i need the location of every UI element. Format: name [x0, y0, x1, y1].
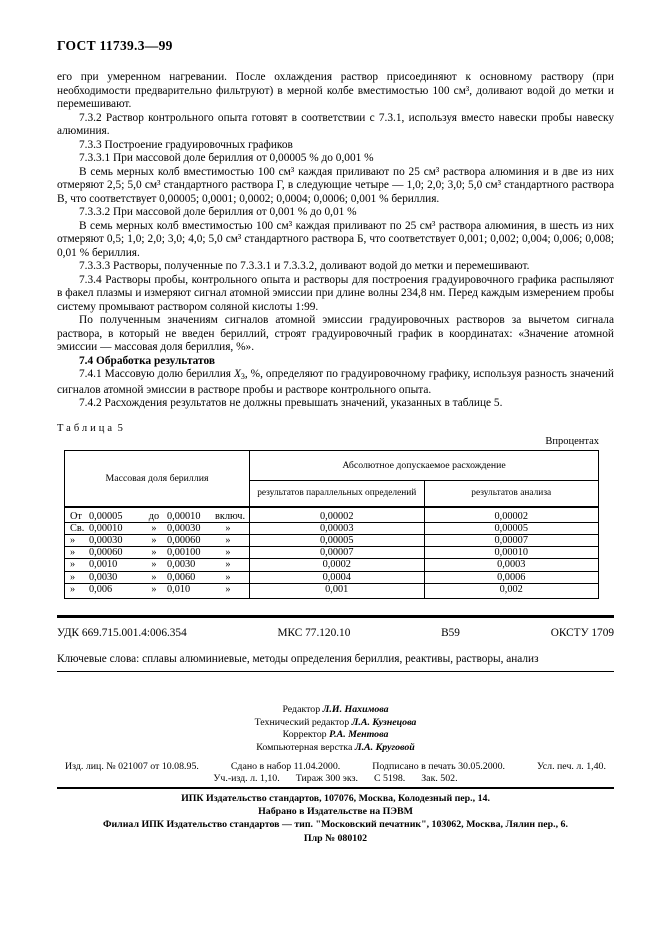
para-7-3-3: 7.3.3 Построение градуировочных графиков: [79, 138, 293, 151]
table-row: [65, 547, 599, 559]
units-note: Впроцентах: [545, 435, 599, 447]
col-header-mass-fraction: Массовая доля бериллия: [65, 450, 250, 507]
print-info-line-1: [57, 761, 614, 772]
range-from: 0,00030: [89, 534, 123, 546]
publisher-sheets: Уч.-изд. л. 1,10.: [213, 773, 280, 785]
udk-code: УДК 669.715.001.4:006.354: [57, 626, 187, 639]
range-separator: »: [151, 571, 157, 583]
mass-fraction-range: [65, 534, 250, 546]
range-prefix: »: [70, 534, 76, 546]
doc-number: ГОСТ 11739.3—99: [57, 38, 173, 53]
body-text: [57, 71, 614, 411]
analysis-value: 0,00007: [424, 534, 599, 546]
para-continuation: его при умеренном нагревании. После охлаждения раствор присоединяют к основному раствору (при необходимости предварительно фильтруют) в мерной колбе вместимостью 100 см³, доливают водой до метки и перемешивают.: [57, 71, 614, 110]
para-7-4-1: [57, 368, 614, 397]
range-from: 0,0030: [89, 571, 118, 583]
col-group-header-discrepancy: Абсолютное допускаемое расхождение: [250, 450, 599, 480]
mass-fraction-range: [65, 583, 250, 598]
parallel-value: 0,0002: [250, 559, 425, 571]
range-prefix: »: [70, 559, 76, 571]
range-to: 0,00060: [167, 534, 201, 546]
para-7-3-3-3: 7.3.3.3 Растворы, полученные по 7.3.3.1 и 7.3.3.2, доливают водой до метки и перемешивают.: [79, 260, 530, 272]
para-7-3-4: 7.3.4 Растворы пробы, контрольного опыта и растворы для построения градуировочного графика распыляют в факел плазмы и измеряют сигнал атомной эмиссии при длине волны 234,8 нм. Перед каждым измерением пробы систему промывают раствором соляной кислоты 1:99.: [57, 273, 614, 313]
staff-line-layout: [57, 742, 614, 755]
staff-name: Л.А. Круговой: [354, 741, 415, 753]
staff-name: Р.А. Ментова: [329, 729, 389, 741]
range-prefix: »: [70, 547, 76, 559]
table-body: [65, 507, 599, 599]
parallel-value: 0,00005: [250, 534, 425, 546]
range-to: 0,00100: [167, 547, 201, 559]
group-code: В59: [441, 626, 460, 639]
c-number: С 5198.: [373, 773, 406, 785]
table-row: [65, 583, 599, 598]
range-to: 0,0060: [167, 571, 196, 583]
range-from: 0,006: [89, 583, 113, 595]
parallel-value: 0,00002: [250, 507, 425, 523]
staff-name: Л.А. Кузнецова: [351, 716, 417, 728]
range-suffix: »: [225, 547, 231, 559]
analysis-value: 0,002: [424, 583, 599, 598]
print-sheets: Усл. печ. л. 1,40.: [536, 761, 606, 773]
publisher-address-block: [57, 793, 614, 845]
mass-fraction-range: [65, 547, 250, 559]
staff-line-tech-editor: [57, 717, 614, 730]
range-separator: »: [151, 522, 157, 534]
analysis-value: 0,0006: [424, 571, 599, 583]
staff-line-corrector: [57, 729, 614, 742]
heading-7-4: 7.4 Обработка результатов: [79, 354, 215, 367]
range-prefix: Св.: [70, 522, 85, 534]
analysis-value: 0,0003: [424, 559, 599, 571]
para-graph-note: По полученным значениям сигналов атомной эмиссии градуировочных растворов за вычетом сигнала раствора, в который не введен бериллий, строят градуировочный график в координатах: «Значение атомной эмиссии — массовая доля бериллия, %».: [57, 314, 614, 353]
range-suffix: включ.: [215, 510, 246, 522]
analysis-value: 0,00002: [424, 507, 599, 523]
order-number: Зак. 502.: [421, 773, 458, 785]
col-subheader-analysis: результатов анализа: [424, 480, 599, 507]
range-suffix: »: [225, 534, 231, 546]
range-suffix: »: [225, 583, 231, 595]
plr-number: Плр № 080102: [303, 832, 368, 844]
circulation: Тираж 300 экз.: [295, 773, 358, 785]
para-7-4-1-pre: 7.4.1 Массовую долю бериллия: [79, 368, 234, 380]
table-row: [65, 559, 599, 571]
range-from: 0,00010: [89, 522, 123, 534]
staff-label: Корректор: [282, 729, 327, 741]
staff-label: Компьютерная верстка: [256, 741, 353, 753]
license-info: Изд. лиц. № 021007 от 10.08.95.: [65, 761, 199, 773]
range-suffix: »: [225, 522, 231, 534]
mass-fraction-range: [65, 559, 250, 571]
table-row: [65, 534, 599, 546]
analysis-value: 0,00010: [424, 547, 599, 559]
staff-label: Редактор: [282, 703, 321, 715]
staff-name: Л.И. Нахимова: [322, 703, 389, 715]
range-suffix: »: [225, 559, 231, 571]
para-7-3-3-1: 7.3.3.1 При массовой доле бериллия от 0,00005 % до 0,001 %: [79, 152, 374, 164]
variable-x-subscript: 3: [240, 372, 245, 381]
table-5: [64, 450, 599, 599]
para-7-3-3-1-body: В семь мерных колб вместимостью 100 см³ каждая приливают по 25 см³ раствора алюминия и в две из них отмеряют 2,5; 5,0 см³ стандартного раствора Г, в следующие четыре — 1,0; 2,0; 3,0; 5,0 см³ стандартного раствора В, что соответствует 0,00005; 0,0001; 0,0002; 0,0004; 0,0006; 0,001 % бериллия.: [57, 165, 614, 205]
table-row: [65, 507, 599, 523]
range-separator: до: [148, 510, 160, 522]
print-date: Подписано в печать 30.05.2000.: [372, 761, 505, 773]
parallel-value: 0,00007: [250, 547, 425, 559]
table-label-number: 5: [117, 422, 123, 434]
range-to: 0,00030: [167, 522, 201, 534]
para-7-4-2: 7.4.2 Расхождения результатов не должны превышать значений, указанных в таблице 5.: [79, 397, 503, 409]
staff-label: Технический редактор: [254, 716, 350, 728]
para-7-3-3-2: 7.3.3.2 При массовой доле бериллия от 0,001 % до 0,01 %: [79, 206, 357, 218]
parallel-value: 0,0004: [250, 571, 425, 583]
range-to: 0,010: [167, 583, 191, 595]
mass-fraction-range: [65, 571, 250, 583]
table-label: [57, 423, 614, 434]
range-from: 0,00005: [89, 510, 123, 522]
staff-block: [57, 704, 614, 754]
range-prefix: От: [70, 510, 82, 522]
thin-divider-1: [57, 671, 614, 672]
typeset-note: Набрано в Издательстве на ПЭВМ: [258, 806, 413, 818]
staff-line-editor: [57, 704, 614, 717]
typeset-date: Сдано в набор 11.04.2000.: [230, 761, 341, 773]
publisher-address: ИПК Издательство стандартов, 107076, Москва, Колодезный пер., 14.: [181, 792, 490, 804]
range-prefix: »: [70, 571, 76, 583]
classification-line: [57, 627, 614, 639]
range-from: 0,00060: [89, 547, 123, 559]
col-subheader-parallel: результатов параллельных определений: [250, 480, 425, 507]
range-separator: »: [151, 559, 157, 571]
table-row: [65, 522, 599, 534]
thick-divider: [57, 615, 614, 618]
parallel-value: 0,00003: [250, 522, 425, 534]
para-7-4-1-post: , %, определяют по градуировочному графику, используя разность значений сигналов атомной эмиссии в растворе пробы и растворе контрольного опыта.: [57, 368, 615, 396]
range-separator: »: [151, 547, 157, 559]
range-to: 0,0030: [167, 559, 196, 571]
analysis-value: 0,00005: [424, 522, 599, 534]
range-suffix: »: [225, 571, 231, 583]
para-7-3-3-2-body: В семь мерных колб вместимостью 100 см³ каждая приливают по 25 см³ раствора алюминия, в шесть из них отмеряют 0,5; 1,0; 2,0; 3,0; 4,0; 5,0 см³ стандартного раствора Б, что соответствует 0,001; 0,002; 0,004; 0,006; 0,008; 0,01 % бериллия.: [57, 219, 614, 259]
range-separator: »: [151, 534, 157, 546]
table-row: [65, 571, 599, 583]
mass-fraction-range: [65, 507, 250, 523]
range-from: 0,0010: [89, 559, 118, 571]
parallel-value: 0,001: [250, 583, 425, 598]
mks-code: МКС 77.120.10: [277, 626, 351, 639]
table-label-word: Таблица: [57, 422, 116, 434]
para-7-3-2: 7.3.2 Раствор контрольного опыта готовят в соответствии с 7.3.1, используя вместо навески пробы навеску алюминия.: [57, 111, 614, 137]
mass-fraction-range: [65, 522, 250, 534]
range-separator: »: [151, 583, 157, 595]
okstu-code: ОКСТУ 1709: [550, 626, 614, 639]
variable-x: Х: [233, 368, 241, 380]
range-prefix: »: [70, 583, 76, 595]
range-to: 0,00010: [167, 510, 201, 522]
branch-address: Филиал ИПК Издательство стандартов — тип. "Московский печатник", 103062, Москва, Лялин пер., 6.: [103, 819, 568, 831]
print-info-line-2: [57, 773, 614, 784]
keywords-line: Ключевые слова: сплавы алюминиевые, методы определения бериллия, реактивы, растворы, анализ: [57, 652, 539, 665]
thin-divider-2: [57, 787, 614, 789]
